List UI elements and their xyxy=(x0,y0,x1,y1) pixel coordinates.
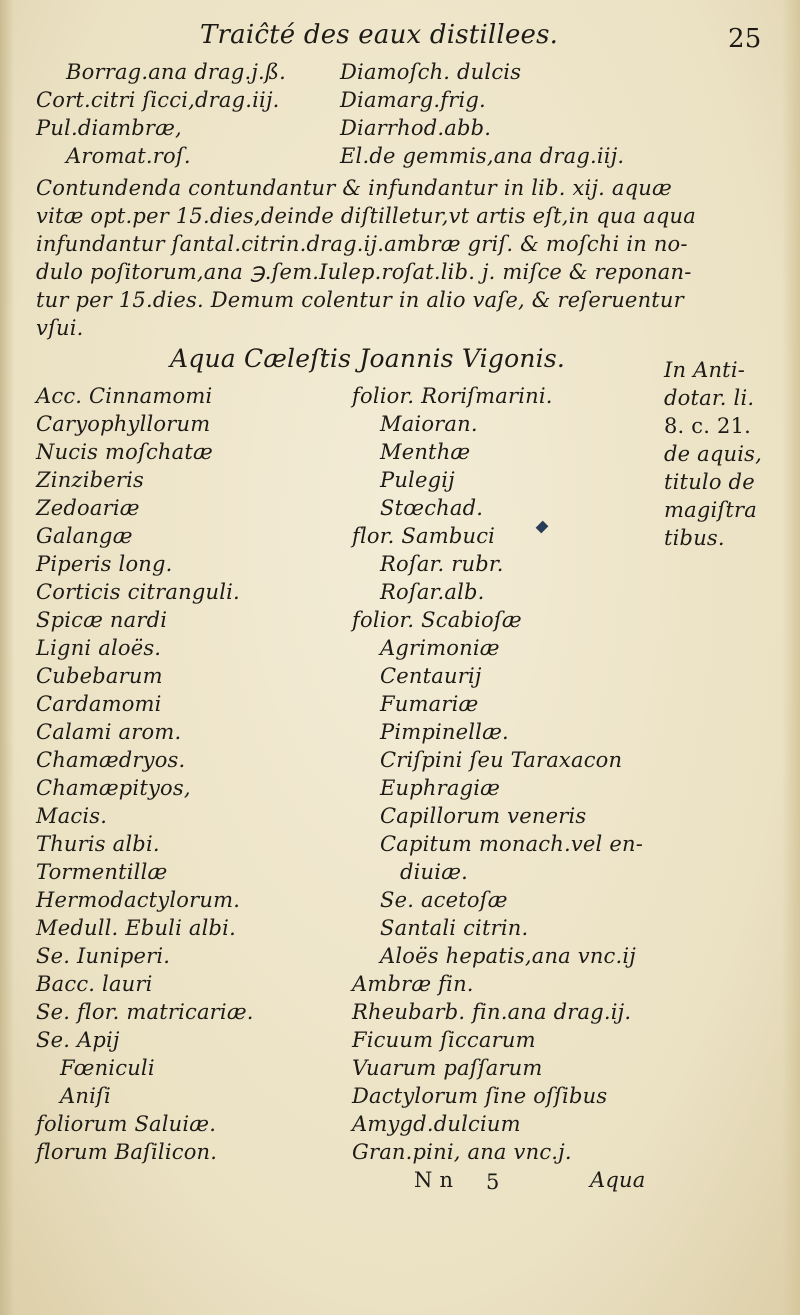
ingredient-right: Criſpini ſeu Taraxacon xyxy=(380,748,623,772)
margin-note-line: magiſtra xyxy=(664,498,757,522)
ingredient-left: Piperis long. xyxy=(36,552,173,576)
paragraph-line: dulo poſitorum,ana ℈.ſem.Iulep.roſat.lib. j. miſce & reponan- xyxy=(36,260,692,284)
signature-number: 5 xyxy=(486,1170,500,1194)
ingredient-right: diuiæ. xyxy=(400,860,469,884)
ingredient-left: Zedoariæ xyxy=(36,496,140,520)
ingredient-right: Fumariæ xyxy=(380,692,479,716)
ingredient-right: Stœchad. xyxy=(380,496,484,520)
ingredient-left: Chamædryos. xyxy=(36,748,186,772)
catchword: Aqua xyxy=(590,1168,646,1192)
ingredient-right: Menthæ xyxy=(380,440,471,464)
ingredient-left: Se. Apij xyxy=(36,1028,120,1052)
ingredient-right: Roſar.alb. xyxy=(380,580,485,604)
ingredient-right: Se. acetoſæ xyxy=(380,888,508,912)
ingredient-left: Zinziberis xyxy=(36,468,145,492)
ingredient-left: Acc. Cinnamomi xyxy=(36,384,213,408)
ingredient-right: Euphragiæ xyxy=(380,776,501,800)
page-number: 25 xyxy=(728,24,762,54)
margin-note-line: titulo de xyxy=(664,470,755,494)
ingredient-right: Gran.pini, ana vnc.j. xyxy=(352,1140,572,1164)
running-title: Traiĉté des eaux distillees. xyxy=(200,20,559,50)
formula-right-line: El.de gemmis,ana drag.iij. xyxy=(340,144,625,168)
ingredient-right: folior. Roriſmarini. xyxy=(352,384,553,408)
margin-note-line: dotar. li. xyxy=(664,386,755,410)
ink-mark xyxy=(536,521,549,534)
ingredient-left: Corticis citranguli. xyxy=(36,580,240,604)
margin-note-line: tibus. xyxy=(664,526,725,550)
margin-note-line: In Anti- xyxy=(664,358,746,382)
ingredient-right: Santali citrin. xyxy=(380,916,529,940)
paragraph-line: tur per 15.dies. Demum colentur in alio vaſe, & reſeruentur xyxy=(36,288,684,312)
ingredient-left: florum Baſilicon. xyxy=(36,1140,218,1164)
ingredient-left: Nucis moſchatæ xyxy=(36,440,213,464)
ingredient-left: Medull. Ebuli albi. xyxy=(36,916,236,940)
formula-right-line: Diarrhod.abb. xyxy=(340,116,492,140)
formula-left-line: Cort.citri ſicci,drag.iij. xyxy=(36,88,280,112)
ingredient-right: Ficuum ſiccarum xyxy=(352,1028,536,1052)
page-edge-right xyxy=(782,0,800,1315)
ingredient-right: Amygd.dulcium xyxy=(352,1112,521,1136)
margin-note-line: 8. c. 21. xyxy=(664,414,752,438)
ingredient-left: Calami arom. xyxy=(36,720,182,744)
ingredient-left: Aniſi xyxy=(60,1084,111,1108)
section-title: Aqua Cæleſtis Joannis Vigonis. xyxy=(170,344,565,373)
formula-left-line: Borrag.ana drag.j.ß. xyxy=(66,60,287,84)
paragraph-line: infundantur ſantal.citrin.drag.ij.ambræ griſ. & moſchi in no- xyxy=(36,232,688,256)
ingredient-right: Pimpinellæ. xyxy=(380,720,509,744)
ingredient-left: Cardamomi xyxy=(36,692,162,716)
ingredient-right: flor. Sambuci xyxy=(352,524,496,548)
formula-left-line: Aromat.roſ. xyxy=(66,144,191,168)
ingredient-left: Thuris albi. xyxy=(36,832,160,856)
signature-mark: N n xyxy=(414,1168,454,1192)
formula-right-line: Diamarg.frig. xyxy=(340,88,486,112)
ingredient-right: Roſar. rubr. xyxy=(380,552,504,576)
ingredient-left: Tormentillæ xyxy=(36,860,168,884)
ingredient-left: Se. flor. matricariæ. xyxy=(36,1000,254,1024)
ingredient-left: Se. Iuniperi. xyxy=(36,944,171,968)
ingredient-right: Rheubarb. fin.ana drag.ij. xyxy=(352,1000,632,1024)
ingredient-right: Capillorum veneris xyxy=(380,804,587,828)
paragraph-line: vſui. xyxy=(36,316,84,340)
ingredient-left: Spicæ nardi xyxy=(36,608,168,632)
ingredient-left: Ligni aloës. xyxy=(36,636,162,660)
ingredient-left: Cubebarum xyxy=(36,664,163,688)
formula-right-line: Diamoſch. dulcis xyxy=(340,60,522,84)
ingredient-right: Vuarum paſſarum xyxy=(352,1056,543,1080)
ingredient-left: Macis. xyxy=(36,804,108,828)
ingredient-right: Agrimoniæ xyxy=(380,636,500,660)
paragraph-line: Contundenda contundantur & infundantur in lib. xij. aquæ xyxy=(36,176,672,200)
ingredient-right: Centaurij xyxy=(380,664,482,688)
ingredient-left: foliorum Saluiæ. xyxy=(36,1112,217,1136)
ingredient-right: Aloës hepatis,ana vnc.ij xyxy=(380,944,637,968)
ingredient-right: Maioran. xyxy=(380,412,478,436)
formula-left-line: Pul.diambræ, xyxy=(36,116,182,140)
margin-note-line: de aquis, xyxy=(664,442,763,466)
ingredient-right: Ambræ fin. xyxy=(352,972,474,996)
ingredient-left: Bacc. lauri xyxy=(36,972,153,996)
ingredient-left: Hermodactylorum. xyxy=(36,888,241,912)
ingredient-right: Capitum monach.vel en- xyxy=(380,832,643,856)
ingredient-right: Pulegij xyxy=(380,468,455,492)
ingredient-left: Caryophyllorum xyxy=(36,412,211,436)
ingredient-left: Galangæ xyxy=(36,524,133,548)
ingredient-right: Dactylorum ſine oſſibus xyxy=(352,1084,608,1108)
paragraph-line: vitæ opt.per 15.dies,deinde diſtilletur,vt artis eſt,in qua aqua xyxy=(36,204,696,228)
ingredient-left: Chamæpityos, xyxy=(36,776,191,800)
ingredient-right: folior. Scabioſæ xyxy=(352,608,522,632)
page-edge-left xyxy=(0,0,14,1315)
ingredient-left: Fœniculi xyxy=(60,1056,155,1080)
